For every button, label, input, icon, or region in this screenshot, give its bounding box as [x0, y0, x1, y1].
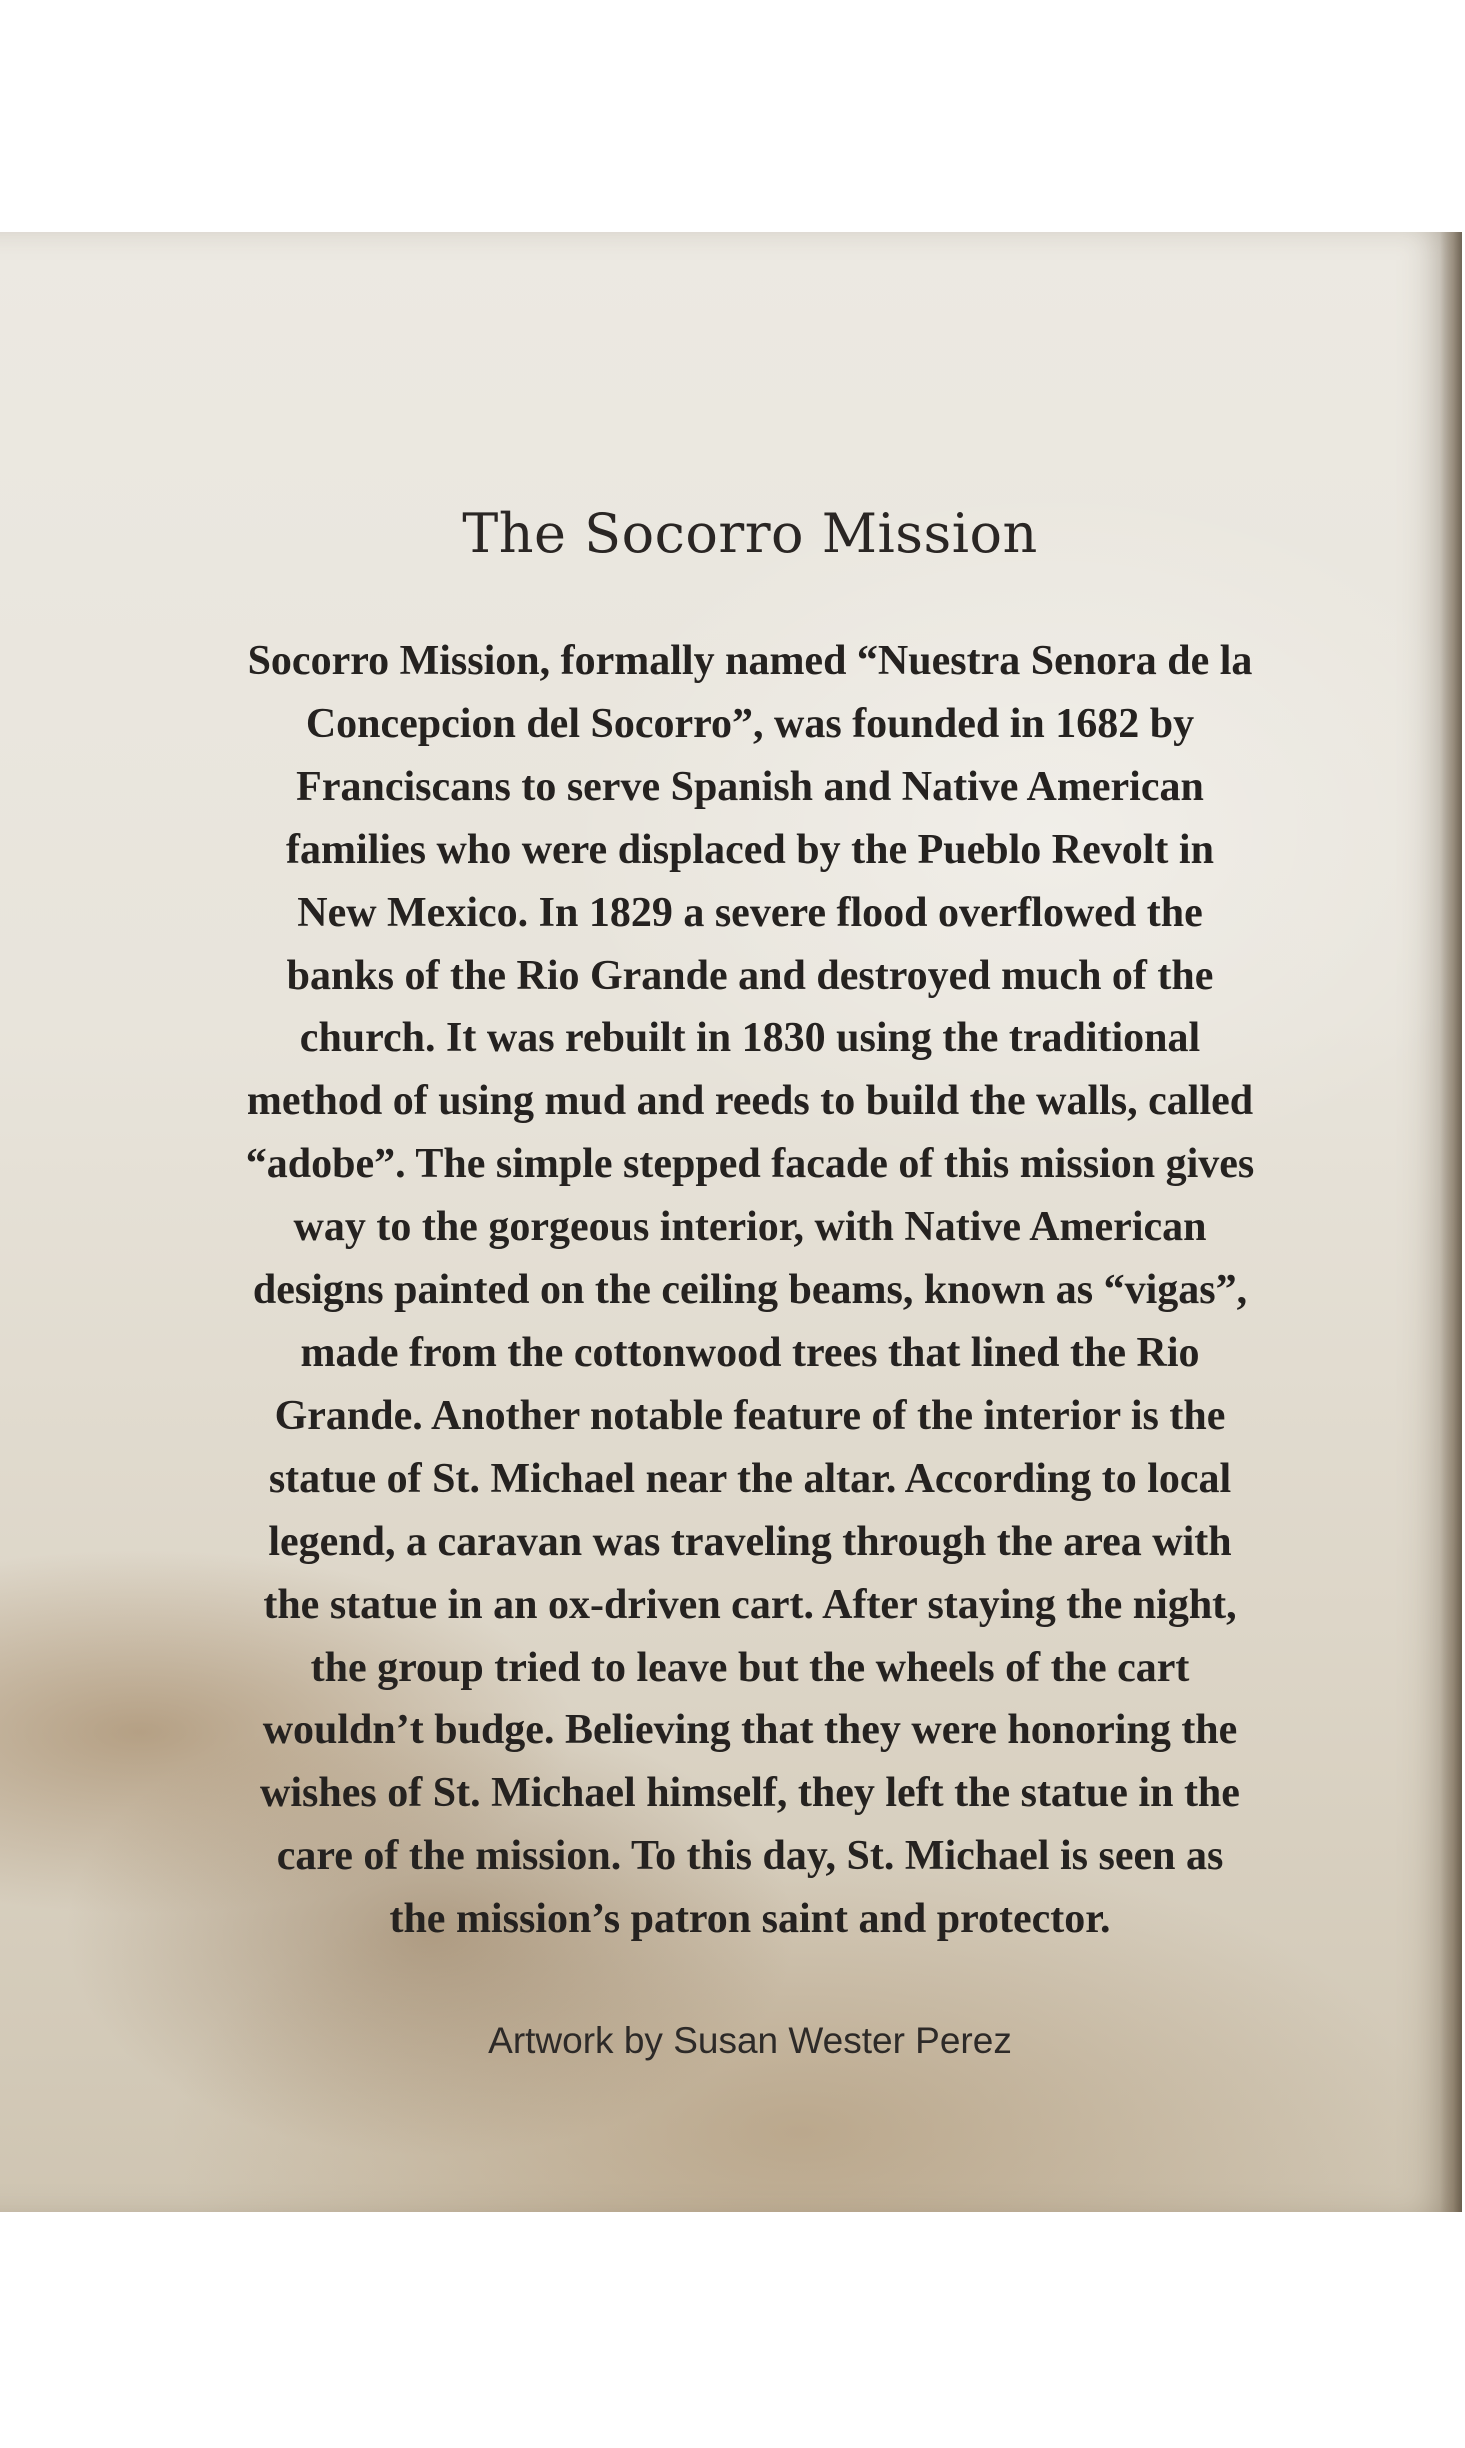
- body-line: method of using mud and reeds to build the walls, called: [246, 1078, 1254, 1125]
- body-line: New Mexico. In 1829 a severe flood overflowed the: [297, 889, 1203, 936]
- body-line: way to the gorgeous interior, with Native American: [293, 1204, 1207, 1251]
- body-line: Franciscans to serve Spanish and Native American: [296, 763, 1204, 810]
- book-page: [0, 232, 1462, 2212]
- body-line: the group tried to leave but the wheels of the cart: [310, 1644, 1190, 1691]
- body-line: legend, a caravan was traveling through the area with: [268, 1518, 1232, 1565]
- body-line: the statue in an ox-driven cart. After staying the night,: [263, 1581, 1237, 1628]
- body-line: care of the mission. To this day, St. Michael is seen as: [276, 1833, 1224, 1880]
- body-line: statue of St. Michael near the altar. According to local: [268, 1455, 1232, 1502]
- body-line: “adobe”. The simple stepped facade of this mission gives: [245, 1141, 1255, 1188]
- body-line: designs painted on the ceiling beams, known as “vigas”,: [252, 1267, 1248, 1314]
- artwork-credit: Artwork by Susan Wester Perez: [488, 2020, 1012, 2061]
- body-line: the mission’s patron saint and protector.: [389, 1896, 1111, 1943]
- body-line: wouldn’t budge. Believing that they were honoring the: [262, 1707, 1238, 1754]
- body-line: banks of the Rio Grande and destroyed much of the: [286, 952, 1214, 999]
- body-line: church. It was rebuilt in 1830 using the traditional: [299, 1015, 1201, 1062]
- body-line: wishes of St. Michael himself, they left the statue in the: [260, 1770, 1240, 1817]
- body-line: Concepcion del Socorro”, was founded in 1682 by: [305, 700, 1195, 747]
- body-line: Grande. Another notable feature of the interior is the: [274, 1392, 1226, 1439]
- body-line: Socorro Mission, formally named “Nuestra Senora de la: [247, 638, 1253, 684]
- body-line: made from the cottonwood trees that lined the Rio: [300, 1329, 1200, 1376]
- body-line: families who were displaced by the Pueblo Revolt in: [286, 826, 1214, 873]
- body-paragraph: [160, 630, 1340, 1951]
- page-title: The Socorro Mission: [462, 502, 1038, 565]
